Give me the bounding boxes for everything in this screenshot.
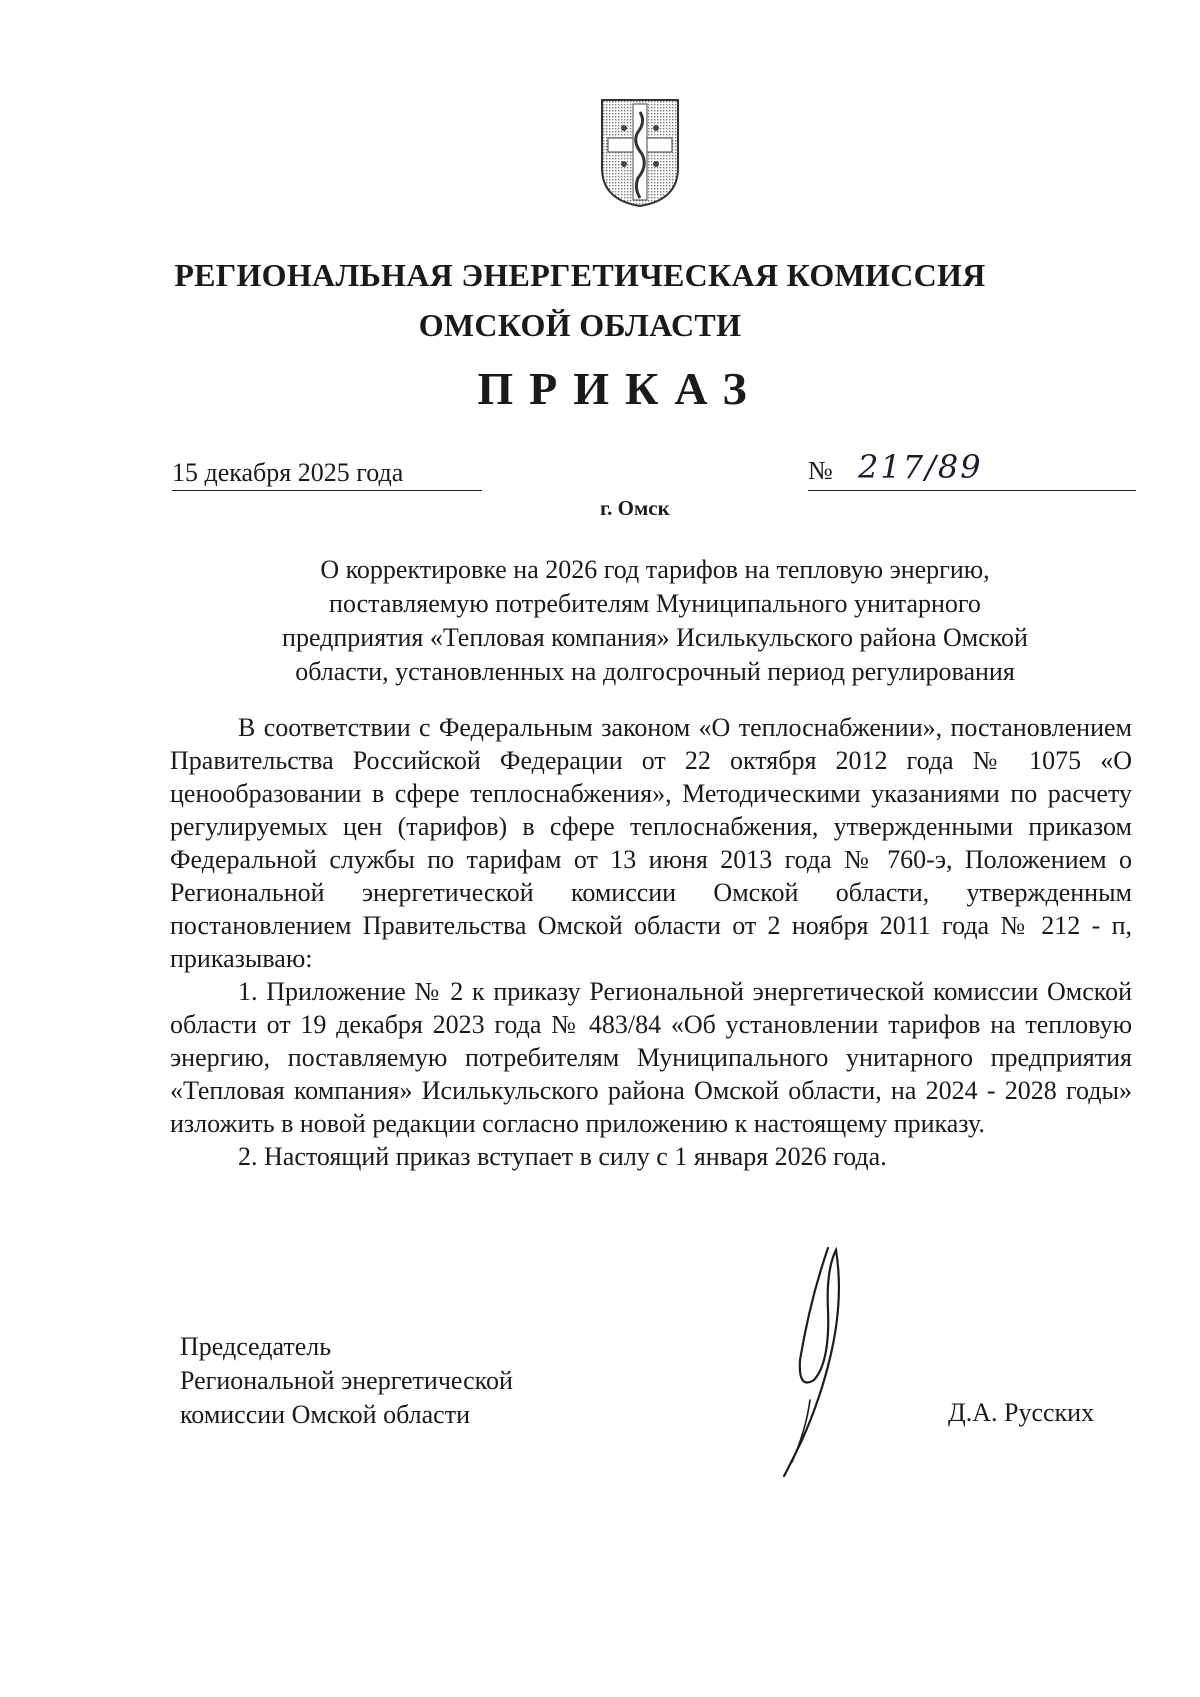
body-item-2: 2. Настоящий приказ вступает в силу с 1 января 2026 года. [238, 1142, 887, 1171]
document-type-title: ПРИКАЗ [477, 363, 763, 414]
document-number-label: № [808, 456, 833, 485]
signatory-position-line3: комиссии Омской области [180, 1400, 470, 1429]
subject-line4: области, установленных на долгосрочный период регулирования [295, 657, 1015, 686]
document-body [170, 711, 1132, 1173]
body-preamble: В соответствии с Федеральным законом «О теплоснабжении», постановлением Правительства Российской Федерации от 22 октября 2012 года № 1075 «О ценообразовании в сфере теплоснабжения», Методическими указаниями по расчету регулируемых цен (тарифов) в сфере теплоснабжения, утвержденными приказом Федеральной службы по тарифам от 13 июня 2013 года № 760-э, Положением о Региональной энергетической комиссии Омской области, утвержденным постановлением Правительства Омской области от 2 ноября 2011 года № 212 - п, приказываю: [170, 713, 1132, 973]
subject-line1: О корректировке на 2026 год тарифов на тепловую энергию, [320, 555, 990, 584]
document-date: 15 декабря 2025 года [172, 458, 482, 491]
document-city: г. Омск [600, 496, 670, 520]
handwritten-signature-icon [740, 1240, 900, 1480]
subject-line3: предприятия «Тепловая компания» Исилькульского района Омской [282, 623, 1028, 652]
document-number-value: 217/89 [858, 448, 983, 486]
signatory-position [180, 1330, 513, 1432]
organization-name [120, 250, 1040, 350]
signatory-name: Д.А. Русских [948, 1398, 1095, 1427]
signatory-position-line1: Председатель [180, 1332, 332, 1361]
signatory-position-line2: Региональной энергетической [180, 1366, 513, 1395]
document-number-underline [808, 490, 1136, 491]
organization-name-line2: ОМСКОЙ ОБЛАСТИ [418, 307, 742, 343]
document-subject [170, 553, 1140, 689]
body-item-1: 1. Приложение № 2 к приказу Региональной энергетической комиссии Омской области от 19 декабря 2023 года № 483/84 «Об установлении тарифов на тепловую энергию, поставляемую потребителям Муниципального унитарного предприятия «Тепловая компания» Исилькульского района Омской области, на 2024 - 2028 годы» изложить в новой редакции согласно приложению к настоящему приказу. [170, 977, 1132, 1138]
subject-line2: поставляемую потребителям Муниципального унитарного [329, 589, 981, 618]
organization-name-line1: РЕГИОНАЛЬНАЯ ЭНЕРГЕТИЧЕСКАЯ КОМИССИЯ [174, 257, 986, 293]
coat-of-arms-icon [600, 98, 680, 208]
